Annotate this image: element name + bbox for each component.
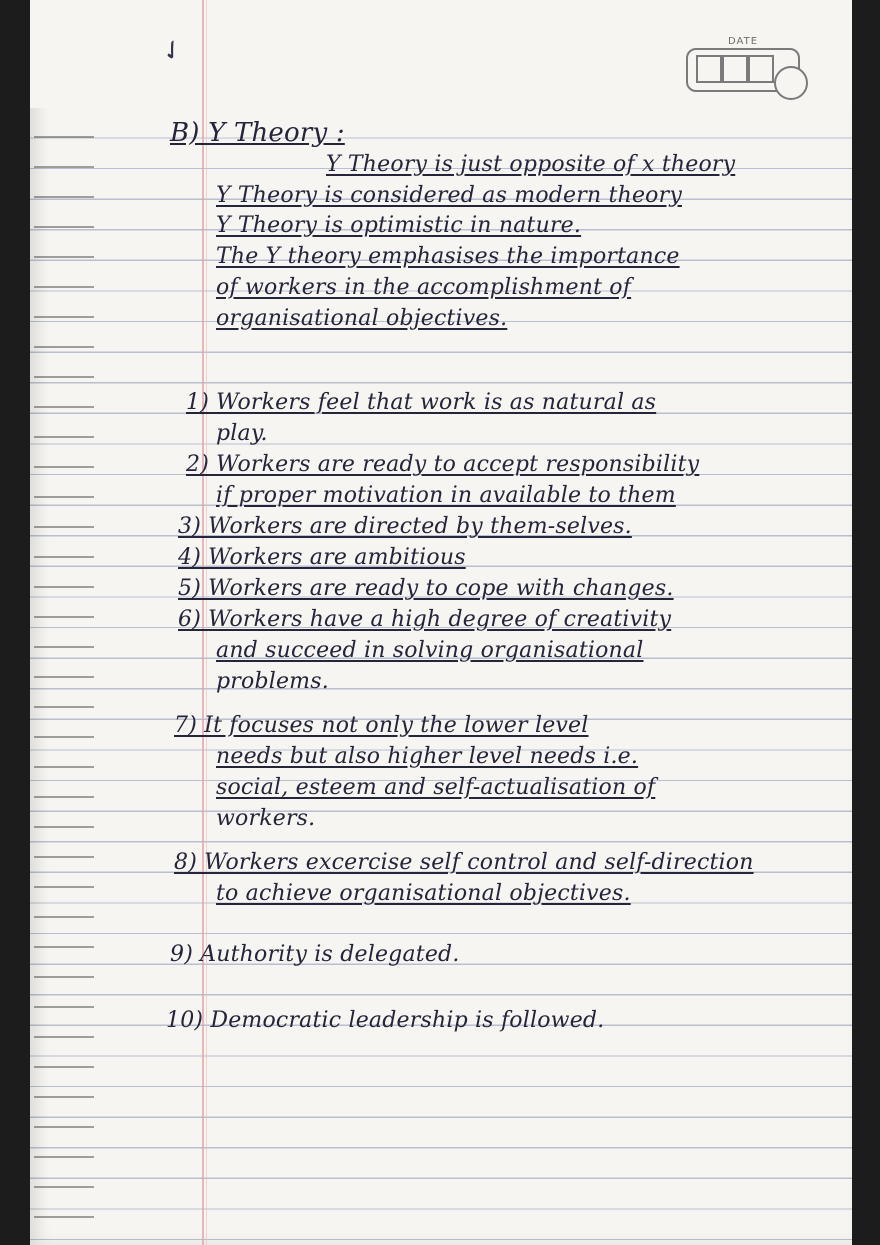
point-line: play.: [216, 421, 268, 446]
intro-line: Y Theory is optimistic in nature.: [216, 213, 582, 238]
point-line: problems.: [216, 669, 329, 694]
intro-line: of workers in the accomplishment of: [216, 275, 632, 300]
intro-line: Y Theory is considered as modern theory: [216, 183, 682, 208]
point-line: 6) Workers have a high degree of creativity: [178, 607, 672, 632]
handwritten-notes: [30, 0, 852, 1245]
point-line: social, esteem and self-actualisation of: [216, 775, 656, 800]
intro-line: organisational objectives.: [216, 306, 508, 331]
intro-line: Y Theory is just opposite of x theory: [326, 152, 736, 177]
point-line: 9) Authority is delegated.: [170, 942, 460, 967]
date-label: DATE: [728, 36, 759, 47]
point-line: needs but also higher level needs i.e.: [216, 744, 639, 769]
tick-mark-icon: ✓: [155, 32, 191, 70]
point-line: 10) Democratic leadership is followed.: [166, 1008, 605, 1033]
notebook-page: [30, 0, 852, 1245]
point-line: 7) It focuses not only the lower level: [174, 713, 589, 738]
intro-line: The Y theory emphasises the importance: [216, 244, 680, 269]
point-line: 1) Workers feel that work is as natural as: [186, 390, 657, 415]
point-line: if proper motivation in available to them: [216, 483, 676, 508]
point-line: 5) Workers are ready to cope with changes.: [178, 576, 674, 601]
point-line: 2) Workers are ready to accept responsibility: [186, 452, 700, 477]
heading: B) Y Theory :: [170, 118, 345, 148]
point-line: and succeed in solving organisational: [216, 638, 644, 663]
point-line: 3) Workers are directed by them-selves.: [178, 514, 632, 539]
point-line: 8) Workers excercise self control and self-direction: [174, 850, 754, 875]
point-line: workers.: [216, 806, 316, 831]
point-line: 4) Workers are ambitious: [178, 545, 466, 570]
point-line: to achieve organisational objectives.: [216, 881, 631, 906]
